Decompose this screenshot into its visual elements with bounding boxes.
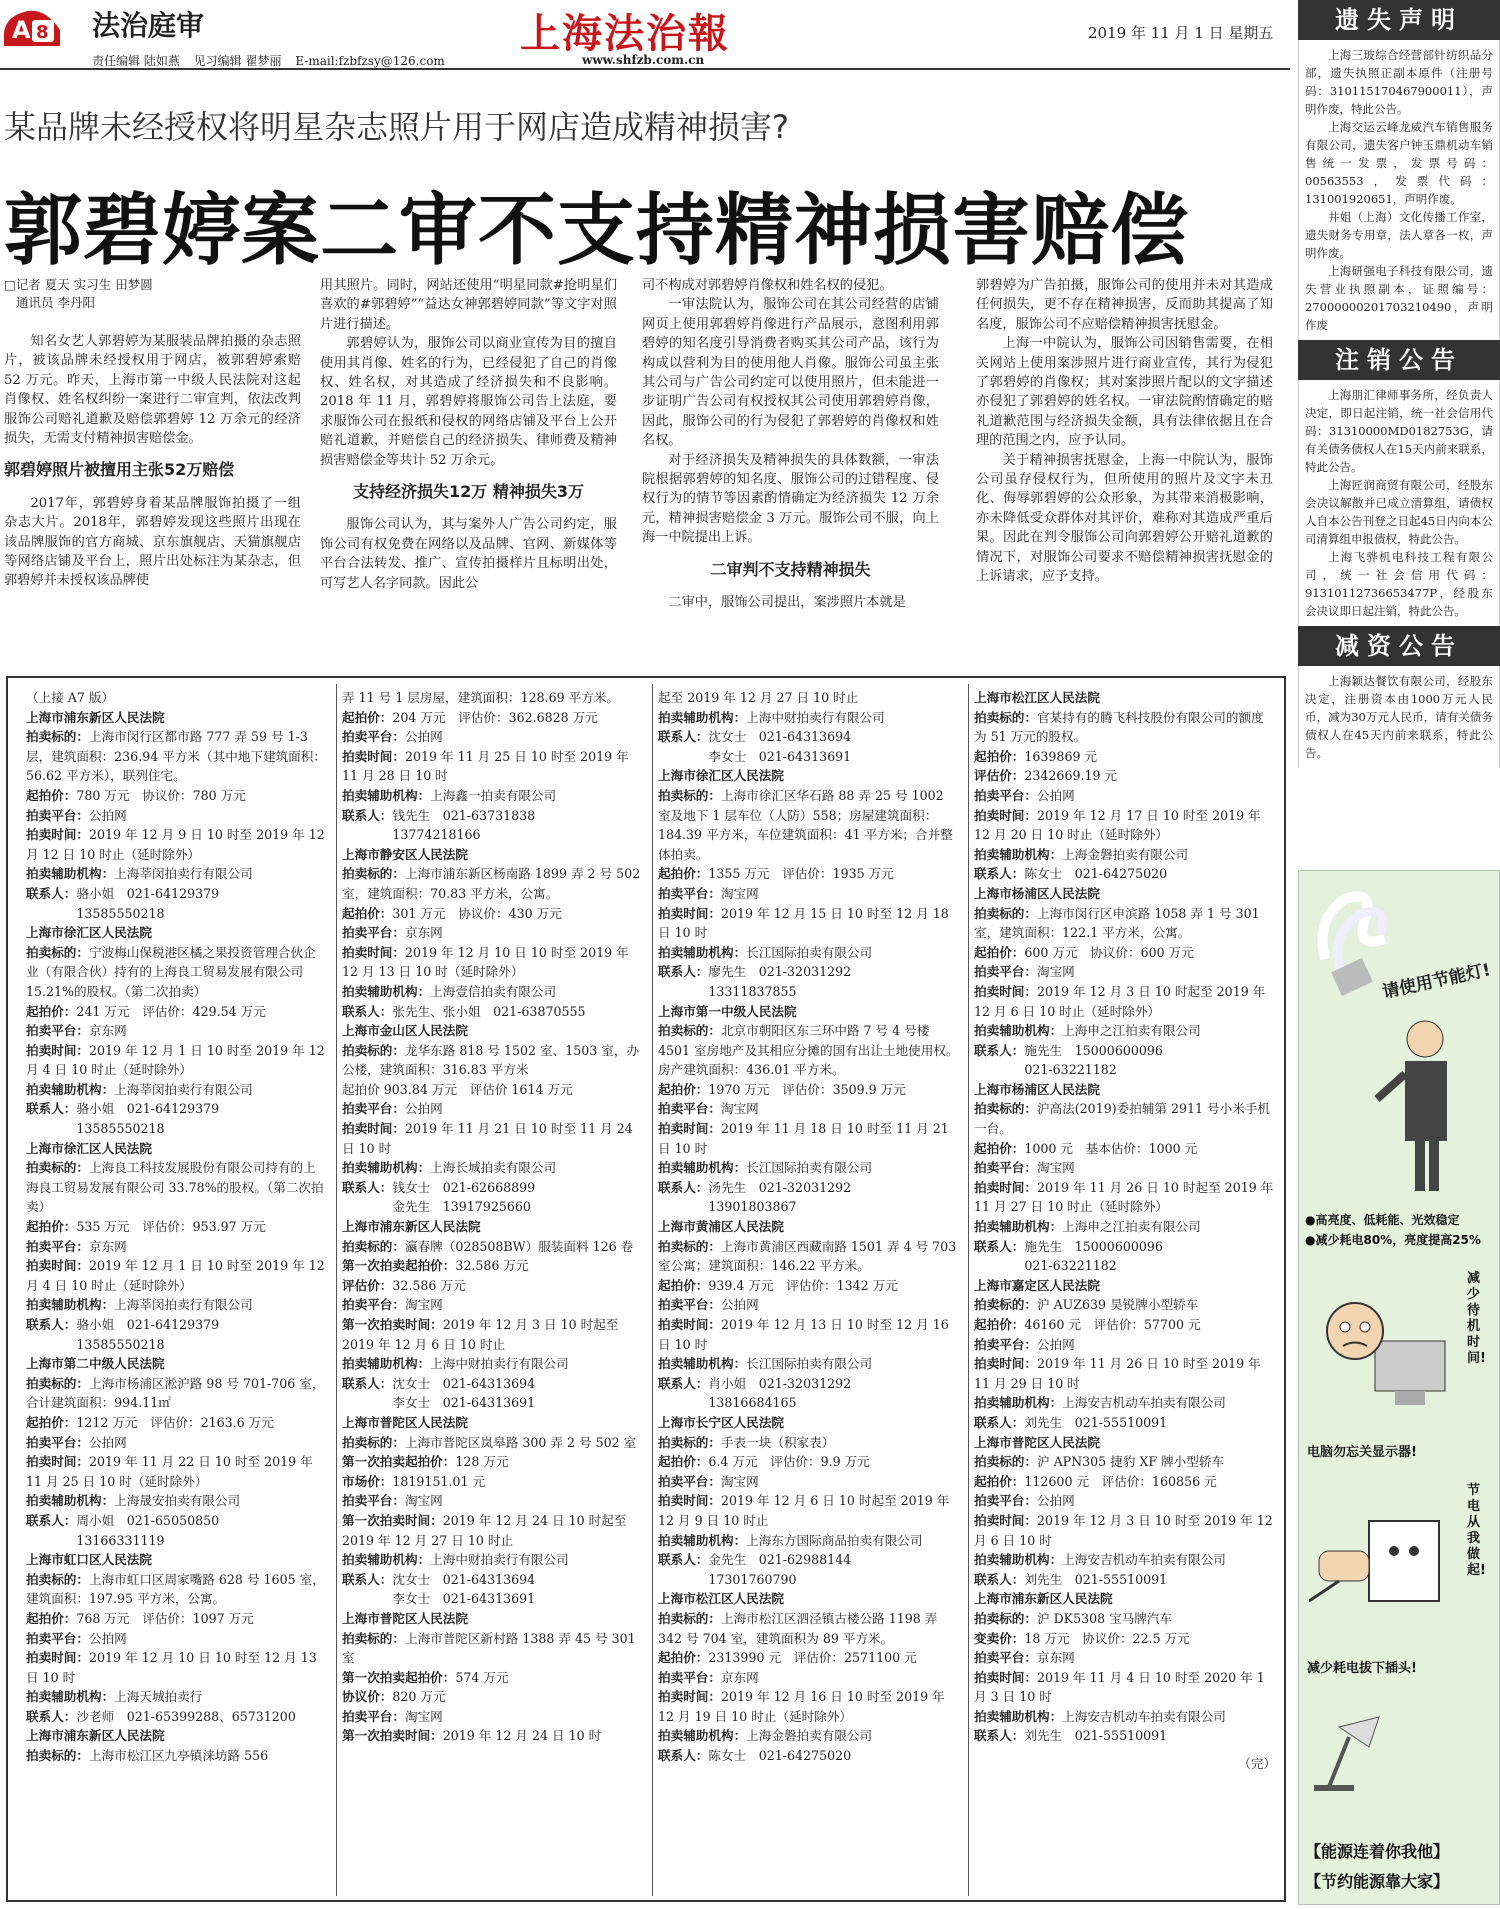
article-paragraph: 上海一中院认为，服饰公司因销售需要，在相关网站上使用案涉照片进行商业宣传，其行为侵犯了郭碧婷的肖像权；其对案涉照片配以的文字描述亦侵犯了郭碧婷的姓名权。一审法院酌情确定的赔礼道歉范围与经济损失金额，具有法律依据且在合理的范围之内，应予认同。	[976, 336, 1273, 449]
auction-detail-line: 拍卖时间：2019 年 12 月 1 日 10 时至 2019 年 12 月 4 日 10 时止（延时除外）	[26, 1042, 325, 1078]
auction-detail-line: 拍卖辅助机构：上海申之江拍卖有限公司	[974, 1023, 1201, 1039]
auction-detail-line: 拍卖标的：沪 APN305 捷豹 XF 牌小型轿车	[974, 1454, 1225, 1470]
court-name: 上海市普陀区人民法院	[974, 1434, 1100, 1450]
auction-detail-line: 第一次拍卖时间：2019 年 12 月 24 日 10 时起至 2019 年 12 月 27 日 10 时止	[342, 1512, 627, 1548]
auction-detail-line: 拍卖时间：2019 年 12 月 10 日 10 时至 12 月 13 日 10 时	[26, 1650, 317, 1685]
auction-detail-line: 李女士 021-64313691	[342, 1395, 536, 1411]
auction-detail-line: 13585550218	[26, 1336, 165, 1352]
auction-detail-line: 拍卖标的：沪高法(2019)委拍辅第 2911 号小米手机一台。	[974, 1101, 1271, 1137]
ad-caption-2: 减少耗电拔下插头!	[1307, 1661, 1417, 1676]
auction-detail-line: 拍卖时间：2019 年 11 月 18 日 10 时至 11 月 21 日 10 时	[658, 1121, 949, 1156]
auction-detail-line: 拍卖时间：2019 年 11 月 4 日 10 时至 2020 年 1 月 3 日 10 时	[974, 1669, 1265, 1705]
auction-detail-line: 拍卖时间：2019 年 12 月 10 日 10 时至 2019 年 12 月 13 日 10 时（延时除外）	[342, 944, 629, 980]
article-subtitle: 某品牌未经授权将明星杂志照片用于网店造成精神损害?	[4, 108, 789, 146]
auction-detail-line: 起拍价：768 万元 评估价：1097 万元	[26, 1610, 254, 1626]
unplug-illustration	[1309, 1481, 1459, 1641]
cancel-notice-list	[1298, 380, 1500, 626]
person-icon	[1377, 1021, 1447, 1191]
auction-detail-line: 拍卖平台：淘宝网	[658, 885, 759, 901]
auction-detail-line: 拍卖标的：上海市浦东新区杨南路 1899 弄 2 号 502 室，建筑面积：70.83 平方米，公寓。	[342, 866, 641, 901]
auction-column-2	[342, 688, 644, 1746]
auction-detail-line: 拍卖时间：2019 年 12 月 1 日 10 时至 2019 年 12 月 4 日 10 时止（延时除外）	[26, 1258, 325, 1293]
auction-detail-line: 13311837855	[658, 983, 797, 999]
auction-detail-line: 第一次拍卖时间：2019 年 12 月 24 日 10 时	[342, 1728, 602, 1744]
auction-detail-line: 拍卖标的：上海良工科技发展股份有限公司持有的上海良工贸易发展有限公司 33.78%的股权。（第二次拍卖）	[26, 1160, 324, 1215]
auction-detail-line: 起至 2019 年 12 月 27 日 10 时止	[658, 690, 859, 705]
court-name: 上海市金山区人民法院	[342, 1023, 468, 1039]
auction-entry	[974, 1080, 1276, 1276]
article-paragraph: 2017年，郭碧婷身着某品牌服饰拍摄了一组杂志大片。2018年，郭碧婷发现这些照片出现在该品牌服饰的官方商城、京东旗舰店、天猫旗舰店等网络店铺及平台上，照片出处标注为某杂志，但郭碧婷并未授权该品牌使	[4, 495, 301, 589]
auction-detail-line: 起拍价：204 万元 评估价：362.6828 万元	[342, 709, 598, 725]
court-name: 上海市普陀区人民法院	[342, 1610, 468, 1626]
auction-detail-line: 拍卖平台：公拍网	[26, 1434, 127, 1450]
auction-detail-line: 起拍价 903.84 万元 评估价 1614 万元	[342, 1081, 573, 1097]
auction-entry	[26, 1726, 328, 1765]
page-number: 8	[36, 22, 49, 43]
auction-entry	[342, 1609, 644, 1746]
court-name: 上海市浦东新区人民法院	[974, 1591, 1113, 1607]
auction-detail-line: 拍卖标的：上海市闵行区都市路 777 弄 59 号 1-3 层，建筑面积：236.94 平方米（其中地下建筑面积：56.62 平方米），联列住宅。	[26, 729, 326, 784]
court-name: 上海市虹口区人民法院	[26, 1552, 152, 1568]
lost-notice-heading: 遗失声明	[1298, 0, 1500, 40]
auction-detail-line: 起拍价：600 万元 协议价：600 万元	[974, 944, 1194, 960]
auction-detail-line: 起拍价：780 万元 协议价：780 万元	[26, 787, 246, 803]
auction-detail-line: 拍卖时间：2019 年 11 月 25 日 10 时至 2019 年 11 月 28 日 10 时	[342, 748, 629, 784]
auction-detail-line: 联系人：陈女士 021-64275020	[658, 1748, 852, 1764]
auction-detail-line: 13585550218	[26, 1121, 165, 1137]
auction-detail-line: 拍卖标的：上海市黄浦区西藏南路 1501 弄 4 号 703 室公寓；建筑面积：146.22 平方米。	[658, 1238, 957, 1274]
auction-detail-line: 拍卖标的：手表一块（积家表）	[658, 1434, 835, 1450]
court-name: 上海市浦东新区人民法院	[26, 1728, 165, 1744]
energy-saving-lamp-illustration	[1305, 879, 1495, 1209]
auction-entry	[342, 1217, 644, 1413]
auction-detail-line: 021-63221182	[974, 1258, 1117, 1274]
article-headline: 郭碧婷案二审不支持精神损害赔偿	[4, 186, 1190, 276]
page-number-badge	[0, 0, 66, 52]
lost-notice-list	[1298, 40, 1500, 340]
reduce-notice-list	[1298, 666, 1500, 768]
auction-entry	[974, 688, 1276, 884]
auction-detail-line: 拍卖辅助机构：上海申之江拍卖有限公司	[974, 1219, 1201, 1235]
auction-detail-line: 联系人：肖小姐 021-32031292	[658, 1375, 852, 1391]
court-name: 上海市嘉定区人民法院	[974, 1277, 1100, 1293]
notice-item: 上海三玻综合经营部针纺织品分部，遗失执照正副本原件（注册号码：310115170467900011），声明作废，特此公告。	[1305, 48, 1493, 116]
auction-column-3	[658, 688, 960, 1766]
auction-detail-line: 拍卖时间：2019 年 12 月 3 日 10 时起至 2019 年 12 月 6 日 10 时止（延时除外）	[974, 983, 1266, 1019]
auction-detail-line: 拍卖平台：公拍网	[342, 1101, 443, 1117]
auction-detail-line: 评估价：32.586 万元	[342, 1277, 466, 1293]
auction-notices-box	[6, 676, 1286, 1902]
auction-detail-line: 拍卖平台：公拍网	[974, 1493, 1075, 1509]
column-rule	[336, 684, 337, 1896]
section-heading-2: 支持经济损失12万 精神损失3万	[353, 482, 584, 502]
editor-1: 责任编辑 陆如燕	[92, 54, 180, 68]
auction-detail-line: 变卖价：18 万元 协议价：22.5 万元	[974, 1630, 1190, 1646]
court-name: 上海市黄浦区人民法院	[658, 1219, 784, 1235]
section-heading-3: 二审判不支持精神损失	[710, 559, 871, 579]
court-name: 上海市徐汇区人民法院	[658, 768, 784, 784]
auction-detail-line: 拍卖标的：上海市松江区泗泾镇古楼公路 1198 弄 342 号 704 室，建筑面积为 89 平方米。	[658, 1610, 938, 1646]
auction-detail-line: 拍卖标的：官某持有的腾飞科技股份有限公司的额度为 51 万元的股权。	[974, 709, 1264, 745]
energy-saving-ad	[1298, 870, 1500, 1905]
auction-detail-line: 拍卖辅助机构：上海壹信拍卖有限公司	[342, 983, 557, 999]
auction-detail-line: 拍卖标的：瀛春牌（028508BW）服装面料 126 卷	[342, 1238, 634, 1254]
newspaper-masthead: 上海法治報	[520, 10, 730, 57]
auction-detail-line: 拍卖标的：上海市闵行区申滨路 1058 弄 1 号 301 室，建筑面积：122.1 平方米，公寓。	[974, 905, 1260, 941]
ad-side-text-1: 减少待机时间!	[1467, 1271, 1486, 1366]
end-note: （完）	[1238, 1756, 1276, 1772]
auction-detail-line: 起拍价：112600 元 评估价：160856 元	[974, 1473, 1217, 1489]
auction-detail-line: 联系人：刘先生 021-55510091	[974, 1571, 1168, 1587]
auction-detail-line: 第一次拍卖时间：2019 年 12 月 3 日 10 时起至 2019 年 12 月 6 日 10 时止	[342, 1317, 619, 1352]
article-column-4	[976, 276, 1273, 587]
auction-detail-line: 联系人：陈女士 021-64275020	[974, 866, 1168, 882]
auction-detail-line: 拍卖平台：公拍网	[26, 1630, 127, 1646]
auction-detail-line: 联系人：沙老师 021-65399288、65731200	[26, 1708, 296, 1724]
court-name: 上海市第一中级人民法院	[658, 1003, 797, 1019]
column-rule	[652, 684, 653, 1896]
desk-lamp-icon	[1309, 1697, 1399, 1797]
auction-detail-line: 021-63221182	[974, 1062, 1117, 1078]
auction-detail-line: 拍卖时间：2019 年 12 月 16 日 10 时至 2019 年 12 月 19 日 10 时止（延时除外）	[658, 1689, 945, 1724]
auction-detail-line: 联系人：沈女士 021-64313694	[658, 729, 852, 745]
auction-detail-line: 拍卖标的：沪 DK5308 宝马牌汽车	[974, 1610, 1173, 1626]
auction-detail-line: 拍卖标的：上海市松江区九亭镇涞坊路 556	[26, 1748, 269, 1764]
auction-detail-line: 拍卖辅助机构：上海安吉机动车拍卖有限公司	[974, 1708, 1226, 1724]
auction-detail-line: 拍卖平台：淘宝网	[658, 1473, 759, 1489]
auction-detail-line: 联系人：廖先生 021-32031292	[658, 964, 852, 980]
auction-detail-line: 联系人：刘先生 021-55510091	[974, 1728, 1168, 1744]
man-face-icon	[1327, 1303, 1383, 1359]
court-name: 上海市静安区人民法院	[342, 846, 468, 862]
auction-entry	[342, 845, 644, 1021]
auction-detail-line: 拍卖标的：上海市虹口区周家嘴路 628 号 1605 室，建筑面积：197.95 平方米，公寓。	[26, 1571, 325, 1607]
court-name: 上海市徐汇区人民法院	[26, 925, 152, 941]
auction-detail-line: 17301760790	[658, 1571, 797, 1587]
article-paragraph: 关于精神损害抚慰金，上海一中院认为，服饰公司虽存侵权行为，但所使用的照片及文字未丑化、侮辱郭碧婷的公众形象，为其带来消极影响，亦未降低受众群体对其评价，难称对其造成严重后果。因此在判令服饰公司向郭碧婷公开赔礼道歉的情况下，对服饰公司要求不赔偿精神损害抚慰金的上诉请求，应予支持。	[976, 452, 1273, 585]
auction-detail-line: 拍卖平台：淘宝网	[658, 1101, 759, 1117]
byline-correspondent: 通讯员 李丹阳	[16, 295, 95, 310]
ad-slogan: 请使用节能灯!	[1380, 960, 1493, 1003]
auction-detail-line: 拍卖平台：淘宝网	[974, 1160, 1075, 1176]
auction-detail-line: 拍卖平台：京东网	[658, 1669, 759, 1685]
auction-detail-line: 联系人：骆小姐 021-64129379	[26, 885, 220, 901]
notices-sidebar	[1298, 0, 1500, 768]
auction-entry	[974, 1589, 1276, 1746]
court-name: 上海市杨浦区人民法院	[974, 885, 1100, 901]
auction-detail-line: 起拍价：301 万元 协议价：430 万元	[342, 905, 562, 921]
auction-detail-line: 联系人：沈女士 021-64313694	[342, 1375, 536, 1391]
computer-user-illustration	[1305, 1271, 1465, 1431]
court-name: 上海市徐汇区人民法院	[26, 1140, 152, 1156]
auction-detail-line: 协议价：820 万元	[342, 1689, 446, 1705]
auction-detail-line: 13585550218	[26, 905, 165, 921]
auction-entry	[974, 884, 1276, 1080]
auction-detail-line: 拍卖辅助机构：上海莘闵拍卖行有限公司	[26, 1081, 253, 1097]
auction-detail-line: 拍卖时间：2019 年 11 月 22 日 10 时至 2019 年 11 月 25 日 10 时（延时除外）	[26, 1454, 313, 1489]
auction-entry	[342, 688, 644, 845]
auction-entry	[26, 1354, 328, 1550]
article-column-2	[320, 276, 617, 593]
auction-detail-line: 拍卖平台：公拍网	[658, 1297, 759, 1313]
article-paragraph: 一审法院认为，服饰公司在其公司经营的店铺网页上使用郭碧婷肖像进行产品展示，意图利用郭碧婷的知名度引导消费者购买其公司产品，该行为构成以营利为目的使用他人肖像。服饰公司虽主张其公司与广告公司约定可以使用照片，但未能进一步证明广告公司有权授权其公司使用郭碧婷肖像，因此，服饰公司的行为侵犯了郭碧婷的肖像权和姓名权。	[642, 297, 939, 449]
editor-email[interactable]: E-mail:fzbfzsy@126.com	[295, 54, 445, 68]
auction-detail-line: 拍卖辅助机构：上海长城拍卖有限公司	[342, 1160, 557, 1176]
auction-detail-line: 联系人：沈女士 021-64313694	[342, 1571, 536, 1587]
article-paragraph: 司不构成对郭碧婷肖像权和姓名权的侵犯。	[642, 278, 893, 293]
auction-detail-line: 市场价：1819151.01 元	[342, 1473, 486, 1489]
auction-detail-line: 联系人：汤先生 021-32031292	[658, 1179, 852, 1195]
auction-detail-line: 拍卖时间：2019 年 12 月 17 日 10 时至 2019 年 12 月 20 日 10 时止（延时除外）	[974, 807, 1261, 843]
auction-detail-line: 拍卖平台：公拍网	[974, 1336, 1075, 1352]
article-paragraph: 对于经济损失及精神损失的具体数额，一审法院根据郭碧婷的知名度、服饰公司的过错程度、侵权行为的情节等因素酌情确定为经济损失 12 万余元，精神损害赔偿金 3 万元。服饰公司不服，向上海一中院提出上诉。	[642, 452, 939, 546]
continued-note: （上接 A7 版）	[26, 690, 115, 705]
notice-item: 井姐（上海）文化传播工作室，遗失财务专用章，法人章各一枚，声明作废。	[1305, 210, 1493, 260]
auction-detail-line: 拍卖平台：公拍网	[26, 807, 127, 823]
court-name: 上海市浦东新区人民法院	[342, 1219, 481, 1235]
auction-detail-line: 第一次拍卖起拍价：32.586 万元	[342, 1258, 529, 1274]
auction-detail-line: 拍卖辅助机构：上海中财拍卖行有限公司	[658, 709, 885, 725]
court-name: 上海市长宁区人民法院	[658, 1414, 784, 1430]
auction-entry	[26, 1139, 328, 1355]
ad-footer-1: 【能源连着你我他】	[1305, 1842, 1450, 1861]
notice-item: 上海朋汇律师事务所，经负责人决定，即日起注销，统一社会信用代码：31310000MD0182753G，请有关债务债权人在15天内前来联系，特此公告。	[1305, 388, 1493, 474]
article-lead: 知名女艺人郭碧婷为某服装品牌拍摄的杂志照片，被该品牌未经授权用于网店，被郭碧婷索赔 52 万元。昨天，上海市第一中级人民法院对这起肖像权、姓名权纠纷一案进行二审宣判，依法改判服饰公司赔礼道歉及赔偿郭碧婷 12 万余元的经济损失，无需支付精神损害赔偿金。	[4, 334, 301, 447]
article-column-1	[4, 332, 301, 591]
auction-detail-line: 联系人：金先生 021-62988144	[658, 1552, 852, 1568]
auction-detail-line: 13774218166	[342, 827, 481, 843]
auction-detail-line: 联系人：周小姐 021-65050850	[26, 1512, 220, 1528]
auction-detail-line: 联系人：施先生 15000600096	[974, 1042, 1163, 1058]
auction-detail-line: 拍卖辅助机构：上海安吉机动车拍卖有限公司	[974, 1395, 1226, 1411]
reduce-notice-heading: 减资公告	[1298, 626, 1500, 666]
auction-detail-line: 拍卖平台：京东网	[26, 1238, 127, 1254]
auction-detail-line: 拍卖时间：2019 年 11 月 26 日 10 时至 2019 年 11 月 29 日 10 时	[974, 1356, 1261, 1391]
auction-detail-line: 拍卖辅助机构：上海安吉机动车拍卖有限公司	[974, 1552, 1226, 1568]
auction-detail-line: 弄 11 号 1 层房屋，建筑面积：128.69 平方米。	[342, 690, 620, 705]
cancel-notice-heading: 注销公告	[1298, 340, 1500, 380]
auction-detail-line: 评估价：2342669.19 元	[974, 768, 1118, 784]
auction-detail-line: 起拍价：2313990 元 评估价：2571100 元	[658, 1650, 917, 1666]
auction-list	[974, 688, 1276, 1746]
article-paragraph: 用其照片。同时，网站还使用“明星同款#抢明星们喜欢的#郭碧婷”“益达女神郭碧婷同款”等文字对照片进行描述。	[320, 278, 617, 332]
auction-detail-line: 拍卖辅助机构：上海天城拍卖行	[26, 1689, 203, 1705]
auction-detail-line: 拍卖时间：2019 年 11 月 26 日 10 时起至 2019 年 11 月 27 日 10 时止（延时除外）	[974, 1179, 1274, 1215]
ad-side-text-2: 节电从我做起!	[1467, 1483, 1486, 1578]
auction-detail-line: 拍卖辅助机构：上海莘闵拍卖行有限公司	[26, 866, 253, 882]
court-name: 上海市普陀区人民法院	[342, 1414, 468, 1430]
auction-detail-line: 拍卖时间：2019 年 12 月 9 日 10 时至 2019 年 12 月 12 日 10 时止（延时除外）	[26, 827, 325, 862]
auction-entry	[658, 1002, 960, 1218]
auction-detail-line: 起拍价：241 万元 评估价：429.54 万元	[26, 1003, 266, 1019]
court-name: 上海市浦东新区人民法院	[26, 709, 165, 725]
auction-detail-line: 拍卖辅助机构：上海中财拍卖行有限公司	[342, 1356, 569, 1372]
auction-detail-line: 拍卖辅助机构：上海东方国际商品拍卖有限公司	[658, 1532, 923, 1548]
auction-entry	[26, 923, 328, 1139]
byline-reporters: □记者 夏天 实习生 田梦圆	[4, 277, 153, 292]
auction-detail-line: 拍卖辅助机构：上海中财拍卖行有限公司	[342, 1552, 569, 1568]
auction-detail-line: 拍卖辅助机构：上海晟安拍卖有限公司	[26, 1493, 241, 1509]
auction-entry	[342, 1021, 644, 1217]
auction-detail-line: 金先生 13917925660	[342, 1199, 531, 1215]
auction-detail-line: 拍卖时间：2019 年 12 月 13 日 10 时至 12 月 16 日 10 时	[658, 1317, 949, 1352]
notice-item: 上海颖达餐饮有限公司，经股东决定，注册资本由1000万元人民币，减为30万元人民币，请有关债务债权人在45天内前来联系，特此公告。	[1305, 674, 1493, 760]
page-letter: A	[12, 16, 31, 44]
auction-detail-line: 拍卖平台：公拍网	[974, 787, 1075, 803]
cfl-bulb-icon	[1323, 897, 1386, 996]
auction-detail-line: 起拍价：1000 元 基本估价：1000 元	[974, 1140, 1198, 1156]
ad-bullet-1: ●高亮度、低耗能、光效稳定	[1305, 1213, 1460, 1227]
auction-detail-line: 第一次拍卖起拍价：574 万元	[342, 1669, 509, 1685]
notice-item: 上海研强电子科技有限公司，遗失营业执照副本，证照编号：27000000201703210490，声明作废	[1305, 264, 1493, 332]
auction-detail-line: 起拍价：535 万元 评估价：953.97 万元	[26, 1219, 266, 1235]
auction-entry	[342, 1413, 644, 1609]
auction-detail-line: 拍卖标的：上海市普陀区岚皋路 300 弄 2 号 502 室	[342, 1434, 637, 1450]
article-paragraph: 郭碧婷为广告拍摄，服饰公司的使用并未对其造成任何损失，更不存在精神损害，反而助其提高了知名度，服饰公司不应赔偿精神损害抚慰金。	[976, 278, 1273, 332]
auction-entry	[658, 1413, 960, 1589]
auction-detail-line: 拍卖辅助机构：长江国际拍卖有限公司	[658, 1160, 873, 1176]
auction-detail-line: 拍卖标的：北京市朝阳区东三环中路 7 号 4 号楼 4501 室房地产及其相应分摊的国有出让土地使用权。房产建筑面积：436.01 平方米。	[658, 1023, 959, 1078]
auction-detail-line: 起拍价：1355 万元 评估价：1935 万元	[658, 866, 894, 882]
auction-entry	[658, 688, 960, 766]
article-paragraph: 服饰公司认为，其与案外人广告公司约定，服饰公司有权免费在网络以及品牌、官网、新媒体等平台合法转发、推广、宣传拍摄样片且标明出处，可写艺人名字同款。因此公	[320, 517, 617, 591]
auction-detail-line: 拍卖平台：公拍网	[342, 729, 443, 745]
auction-detail-line: 李女士 021-64313691	[342, 1591, 536, 1607]
auction-list	[342, 688, 644, 1746]
monitor-icon	[1375, 1341, 1445, 1405]
auction-detail-line: 拍卖辅助机构：上海莘闵拍卖行有限公司	[26, 1297, 253, 1313]
auction-detail-line: 13901803867	[658, 1199, 797, 1215]
auction-detail-line: 拍卖时间：2019 年 12 月 6 日 10 时起至 2019 年 12 月 9 日 10 时止	[658, 1493, 950, 1528]
auction-entry	[26, 1550, 328, 1726]
auction-entry	[658, 1217, 960, 1413]
auction-detail-line: 13166331119	[26, 1532, 165, 1548]
auction-detail-line: 拍卖平台：淘宝网	[342, 1493, 443, 1509]
court-name: 上海市杨浦区人民法院	[974, 1081, 1100, 1097]
header-divider	[0, 68, 1290, 70]
auction-detail-line: 拍卖平台：京东网	[974, 1650, 1075, 1666]
auction-detail-line: 拍卖平台：京东网	[342, 925, 443, 941]
auction-detail-line: 拍卖时间：2019 年 12 月 3 日 10 时至 2019 年 12 月 6 日 10 时	[974, 1512, 1273, 1548]
auction-detail-line: 拍卖平台：淘宝网	[974, 964, 1075, 980]
section-title: 法治庭审	[92, 9, 205, 42]
auction-detail-line: 拍卖标的：龙华东路 818 号 1502 室、1503 室，办公楼，建筑面积：316.83 平方米	[342, 1042, 640, 1078]
court-name: 上海市第二中级人民法院	[26, 1356, 165, 1372]
wall-socket-icon	[1369, 1521, 1439, 1601]
editor-credits	[92, 52, 455, 69]
auction-detail-line: 拍卖辅助机构：长江国际拍卖有限公司	[658, 1356, 873, 1372]
auction-detail-line: 起拍价：1639869 元	[974, 748, 1098, 764]
auction-list	[658, 688, 960, 1766]
auction-column-1	[26, 688, 328, 1766]
auction-detail-line: 联系人：张先生、张小姐 021-63870555	[342, 1003, 586, 1019]
auction-detail-line: 拍卖标的：沪 AUZ639 昊锐牌小型轿车	[974, 1297, 1199, 1313]
auction-detail-line: 拍卖平台：京东网	[26, 1023, 127, 1039]
auction-detail-line: 拍卖标的：上海市普陀区新村路 1388 弄 45 号 301 室	[342, 1630, 636, 1666]
auction-detail-line: 起拍价：46160 元 评估价：57700 元	[974, 1317, 1201, 1332]
auction-entry	[658, 766, 960, 1001]
ad-bullet-2: ●减少耗电80%，亮度提高25%	[1305, 1233, 1481, 1247]
auction-entry	[974, 1433, 1276, 1590]
auction-detail-line: 拍卖时间：2019 年 11 月 21 日 10 时至 11 月 24 日 10 时	[342, 1121, 633, 1156]
court-name: 上海市松江区人民法院	[974, 690, 1100, 705]
auction-detail-line: 起拍价：939.4 万元 评估价：1342 万元	[658, 1277, 898, 1293]
notice-item: 上海飞骅机电科技工程有限公司，统一社会信用代码：91310112736653477P，经股东会决议即日起注销，特此公告。	[1305, 550, 1493, 618]
hand-plug-icon	[1309, 1551, 1369, 1601]
article-byline	[4, 276, 304, 312]
auction-detail-line: 拍卖标的：上海市杨浦区淞沪路 98 号 701-706 室，合计建筑面积：994.11㎡	[26, 1375, 325, 1411]
ad-footer-2: 【节约能源靠大家】	[1305, 1872, 1450, 1891]
notice-item: 上海交运云峰龙威汽车销售服务有限公司，遗失客户钟玉鼎机动车销售统一发票，发票号码：00563553，发票代码：131001920651，声明作废。	[1305, 120, 1493, 206]
auction-entry	[658, 1589, 960, 1765]
auction-detail-line: 联系人：钱女士 021-62668899	[342, 1179, 536, 1195]
auction-column-4	[974, 688, 1276, 1774]
auction-detail-line: 联系人：钱先生 021-63731838	[342, 807, 536, 823]
auction-detail-line: 拍卖辅助机构：上海金磐拍卖有限公司	[658, 1728, 873, 1744]
court-name: 上海市松江区人民法院	[658, 1591, 784, 1607]
editor-2: 见习编辑 翟梦丽	[193, 54, 282, 68]
auction-detail-line: 起拍价：1970 万元 评估价：3509.9 万元	[658, 1081, 906, 1097]
notice-item: 上海匠润商贸有限公司，经股东会决议解散并已成立清算组，请债权人自本公告刊登之日起45日内向本公司清算组申报债权，特此公告。	[1305, 478, 1493, 546]
article-column-3	[642, 276, 939, 613]
article-paragraph: 二审中，服饰公司提出，案涉照片本就是	[668, 595, 906, 611]
auction-detail-line: 联系人：刘先生 021-55510091	[974, 1414, 1168, 1430]
article-paragraph: 郭碧婷认为，服饰公司以商业宣传为目的擅自使用其肖像、姓名的行为，已经侵犯了自己的肖像权、姓名权，对其造成了经济损失和不良影响。2018 年 11 月，郭碧婷将服饰公司告上法庭，要求服饰公司在报纸和侵权的网络店铺及平台上公开赔礼道歉，并赔偿自己的经济损失、律师费及精神损害赔偿金等共计 52 万余元。	[320, 336, 617, 468]
auction-detail-line: 起拍价：6.4 万元 评估价：9.9 万元	[658, 1454, 870, 1470]
ad-caption-1: 电脑勿忘关显示器!	[1307, 1445, 1417, 1460]
auction-detail-line: 拍卖辅助机构：长江国际拍卖有限公司	[658, 944, 873, 960]
auction-detail-line: 联系人：施先生 15000600096	[974, 1238, 1163, 1254]
auction-detail-line: 李女士 021-64313691	[658, 748, 852, 764]
auction-detail-line: 第一次拍卖起拍价：128 万元	[342, 1454, 509, 1470]
auction-detail-line: 拍卖辅助机构：上海鑫一拍卖有限公司	[342, 787, 557, 803]
auction-detail-line: 联系人：骆小姐 021-64129379	[26, 1101, 220, 1117]
auction-detail-line: 拍卖时间：2019 年 12 月 15 日 10 时至 12 月 18 日 10 时	[658, 905, 949, 941]
publication-date: 2019 年 11 月 1 日 星期五	[1088, 24, 1274, 42]
auction-detail-line: 13816684165	[658, 1395, 797, 1411]
auction-detail-line: 拍卖标的：上海市徐汇区华石路 88 弄 25 号 1002 室及地下 1 层车位（人防）558；房屋建筑面积：184.39 平方米，车位建筑面积：41 平方米；合并整体拍卖。	[658, 787, 953, 862]
column-rule	[968, 684, 969, 1896]
auction-detail-line: 联系人：骆小姐 021-64129379	[26, 1317, 220, 1332]
auction-detail-line: 拍卖平台：淘宝网	[342, 1708, 443, 1724]
auction-detail-line: 拍卖辅助机构：上海金磐拍卖有限公司	[974, 846, 1189, 862]
website-link[interactable]: www.shfzb.com.cn	[582, 53, 705, 67]
auction-entry	[26, 708, 328, 924]
auction-detail-line: 起拍价：1212 万元 评估价：2163.6 万元	[26, 1414, 274, 1430]
auction-entry	[974, 1276, 1276, 1433]
auction-detail-line: 拍卖平台：淘宝网	[342, 1297, 443, 1313]
auction-list	[26, 708, 328, 1766]
section-heading-1: 郭碧婷照片被擅用主张52万赔偿	[4, 460, 235, 480]
auction-detail-line: 拍卖标的：宁波梅山保税港区橘之果投资管理合伙企业（有限合伙）持有的上海良工贸易发展有限公司 15.21%的股权。（第二次拍卖）	[26, 944, 316, 999]
